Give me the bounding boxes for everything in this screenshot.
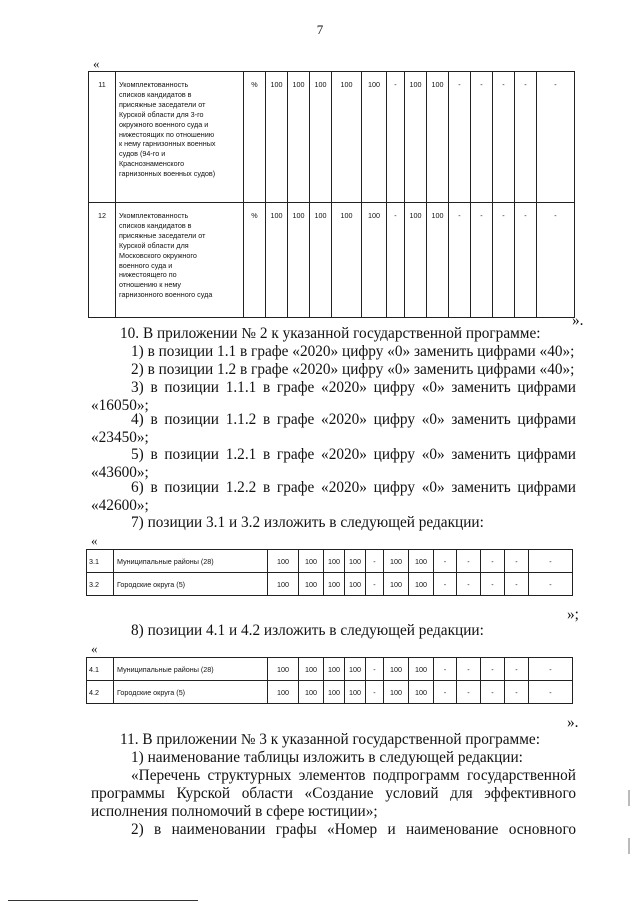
value-cell: - (434, 573, 457, 596)
value-cell: 100 (409, 681, 434, 704)
table-positions-4 (86, 657, 573, 704)
table3-close-quote: ». (567, 714, 579, 731)
value-cell: 100 (384, 681, 409, 704)
description-line: списков кандидатов в (119, 89, 192, 99)
page-number: 7 (316, 22, 324, 37)
description-line: Курской области для (119, 240, 189, 250)
table-row (89, 72, 575, 203)
row-number: 11 (89, 72, 116, 203)
value-cell: - (481, 658, 505, 681)
margin-mark (628, 790, 630, 806)
description-line: окружного военного суда и (119, 119, 209, 129)
description-line: судов (94-го и (119, 149, 166, 159)
para10-item7: 7) позиции 3.1 и 3.2 изложить в следующей редакции: (131, 514, 484, 531)
value-cell: 100 (332, 203, 362, 318)
para10-item1: 1) в позиции 1.1 в графе «2020» цифру «0» заменить цифрами «40»; (131, 343, 575, 360)
description-line: списков кандидатов в (119, 220, 192, 230)
row-number: 3.1 (87, 550, 114, 573)
value-cell: 100 (310, 72, 332, 203)
value-cell: - (481, 573, 505, 596)
value-cell: - (366, 681, 384, 704)
row-number: 12 (89, 203, 116, 318)
value-cell: 100 (266, 72, 288, 203)
para10-item5-cont: «43600»; (91, 464, 149, 481)
table2-close-quote: »; (567, 606, 579, 623)
description-line: гарнизонных военных судов) (119, 169, 216, 179)
row-name: Городские округа (5) (114, 681, 268, 704)
value-cell: 100 (288, 72, 310, 203)
row-name: Муниципальные районы (28) (114, 658, 268, 681)
para11-heading: 11. В приложении № 3 к указанной государственной программе: (120, 731, 540, 748)
para11-item1: 1) наименование таблицы изложить в следующей редакции: (131, 749, 523, 766)
value-cell: - (449, 203, 471, 318)
para10-item4-cont: «23450»; (91, 429, 149, 446)
value-cell: - (529, 681, 573, 704)
para10-item8: 8) позиции 4.1 и 4.2 изложить в следующей редакции: (131, 622, 484, 639)
value-cell: 100 (405, 203, 427, 318)
para10-item4: 4) в позиции 1.1.2 в графе «2020» цифру «0» заменить цифрами (131, 411, 576, 428)
value-cell: - (505, 681, 529, 704)
footer-rule (8, 900, 198, 901)
value-cell: 100 (384, 658, 409, 681)
value-cell: - (449, 72, 471, 203)
value-cell: - (471, 72, 493, 203)
value-cell: - (481, 550, 505, 573)
value-cell: - (481, 681, 505, 704)
row-description (116, 203, 244, 318)
para10-item6-cont: «42600»; (91, 497, 149, 514)
value-cell: 100 (345, 681, 366, 704)
value-cell: 100 (299, 681, 324, 704)
para11-quote-line1: «Перечень структурных элементов подпрограмм государственной (131, 767, 576, 784)
description-line: Укомплектованность (119, 211, 189, 220)
para11-item2: 2) в наименовании графы «Номер и наименование основного (131, 821, 576, 838)
value-cell: 100 (268, 550, 299, 573)
value-cell: - (434, 658, 457, 681)
description-line: присяжные заседатели от (119, 230, 206, 240)
para11-quote-line2: программы Курской области «Создание условий для эффективного (91, 785, 576, 802)
value-cell: 100 (332, 72, 362, 203)
value-cell: 100 (324, 550, 345, 573)
description-line: военного суда и (119, 260, 173, 270)
value-cell: 100 (409, 658, 434, 681)
description-line: Укомплектованность (119, 80, 189, 89)
para10-heading: 10. В приложении № 2 к указанной государственной программе: (120, 325, 541, 342)
value-cell: - (366, 573, 384, 596)
value-cell: 100 (268, 573, 299, 596)
value-cell: - (537, 72, 575, 203)
value-cell: 100 (427, 72, 449, 203)
row-name: Городские округа (5) (114, 573, 268, 596)
value-cell: - (457, 573, 481, 596)
value-cell: 100 (266, 203, 288, 318)
value-cell: 100 (362, 203, 387, 318)
value-cell: 100 (268, 681, 299, 704)
value-cell: - (457, 550, 481, 573)
value-cell: - (387, 203, 405, 318)
row-name: Муниципальные районы (28) (114, 550, 268, 573)
value-cell: - (366, 658, 384, 681)
value-cell: - (529, 658, 573, 681)
value-cell: - (505, 573, 529, 596)
value-cell: - (515, 72, 537, 203)
value-cell: 100 (345, 550, 366, 573)
value-cell: - (505, 550, 529, 573)
description-line: нижестоящего по (119, 270, 177, 280)
para10-item3-cont: «16050»; (91, 397, 149, 414)
value-cell: 100 (362, 72, 387, 203)
description-line: нижестоящих по отношению (119, 129, 215, 139)
table-row (87, 550, 573, 573)
value-cell: 100 (384, 573, 409, 596)
row-number: 4.2 (87, 681, 114, 704)
table3-open-quote: « (91, 641, 98, 656)
value-cell: - (505, 658, 529, 681)
table1-open-quote: « (93, 56, 100, 71)
para11-quote-line3: исполнения полномочий в сфере юстиции»; (91, 803, 378, 820)
value-cell: - (434, 681, 457, 704)
value-cell: - (457, 658, 481, 681)
table2-open-quote: « (91, 533, 98, 548)
row-number: 3.2 (87, 573, 114, 596)
value-cell: 100 (405, 72, 427, 203)
value-cell: 100 (299, 573, 324, 596)
value-cell: 100 (324, 681, 345, 704)
value-cell: - (387, 72, 405, 203)
table1-close-quote: ». (572, 312, 584, 329)
value-cell: 100 (324, 573, 345, 596)
table-row (89, 203, 575, 318)
table-row (87, 573, 573, 596)
value-cell: - (471, 203, 493, 318)
table-row (87, 658, 573, 681)
value-cell: 100 (345, 573, 366, 596)
para10-item2: 2) в позиции 1.2 в графе «2020» цифру «0» заменить цифрами «40»; (131, 361, 575, 378)
value-cell: - (529, 573, 573, 596)
para10-item6: 6) в позиции 1.2.2 в графе «2020» цифру «0» заменить цифрами (131, 479, 576, 496)
value-cell: - (537, 203, 575, 318)
value-cell: - (493, 72, 515, 203)
value-cell: 100 (409, 550, 434, 573)
table-row (87, 681, 573, 704)
value-cell: 100 (345, 658, 366, 681)
description-line: к нему гарнизонных военных (119, 139, 216, 149)
indicators-table (88, 71, 575, 318)
table-positions-3 (86, 549, 573, 596)
description-line: присяжные заседатели от (119, 99, 206, 109)
value-cell: - (529, 550, 573, 573)
value-cell: 100 (324, 658, 345, 681)
value-cell: 100 (427, 203, 449, 318)
value-cell: 100 (268, 658, 299, 681)
row-number: 4.1 (87, 658, 114, 681)
description-line: Краснознаменского (119, 159, 185, 169)
value-cell: 100 (299, 658, 324, 681)
description-line: гарнизонного военного суда (119, 290, 213, 300)
description-line: отношению к нему (119, 280, 181, 290)
value-cell: - (434, 550, 457, 573)
value-cell: 100 (288, 203, 310, 318)
para10-item5: 5) в позиции 1.2.1 в графе «2020» цифру «0» заменить цифрами (131, 446, 576, 463)
unit-cell: % (244, 203, 266, 318)
value-cell: - (366, 550, 384, 573)
description-line: Московского окружного (119, 250, 197, 260)
value-cell: 100 (409, 573, 434, 596)
row-description (116, 72, 244, 203)
para10-item3: 3) в позиции 1.1.1 в графе «2020» цифру «0» заменить цифрами (131, 379, 576, 396)
margin-mark (628, 838, 630, 854)
value-cell: - (515, 203, 537, 318)
value-cell: 100 (299, 550, 324, 573)
value-cell: 100 (310, 203, 332, 318)
value-cell: 100 (384, 550, 409, 573)
unit-cell: % (244, 72, 266, 203)
value-cell: - (493, 203, 515, 318)
description-line: Курской области для 3-го (119, 109, 204, 119)
value-cell: - (457, 681, 481, 704)
